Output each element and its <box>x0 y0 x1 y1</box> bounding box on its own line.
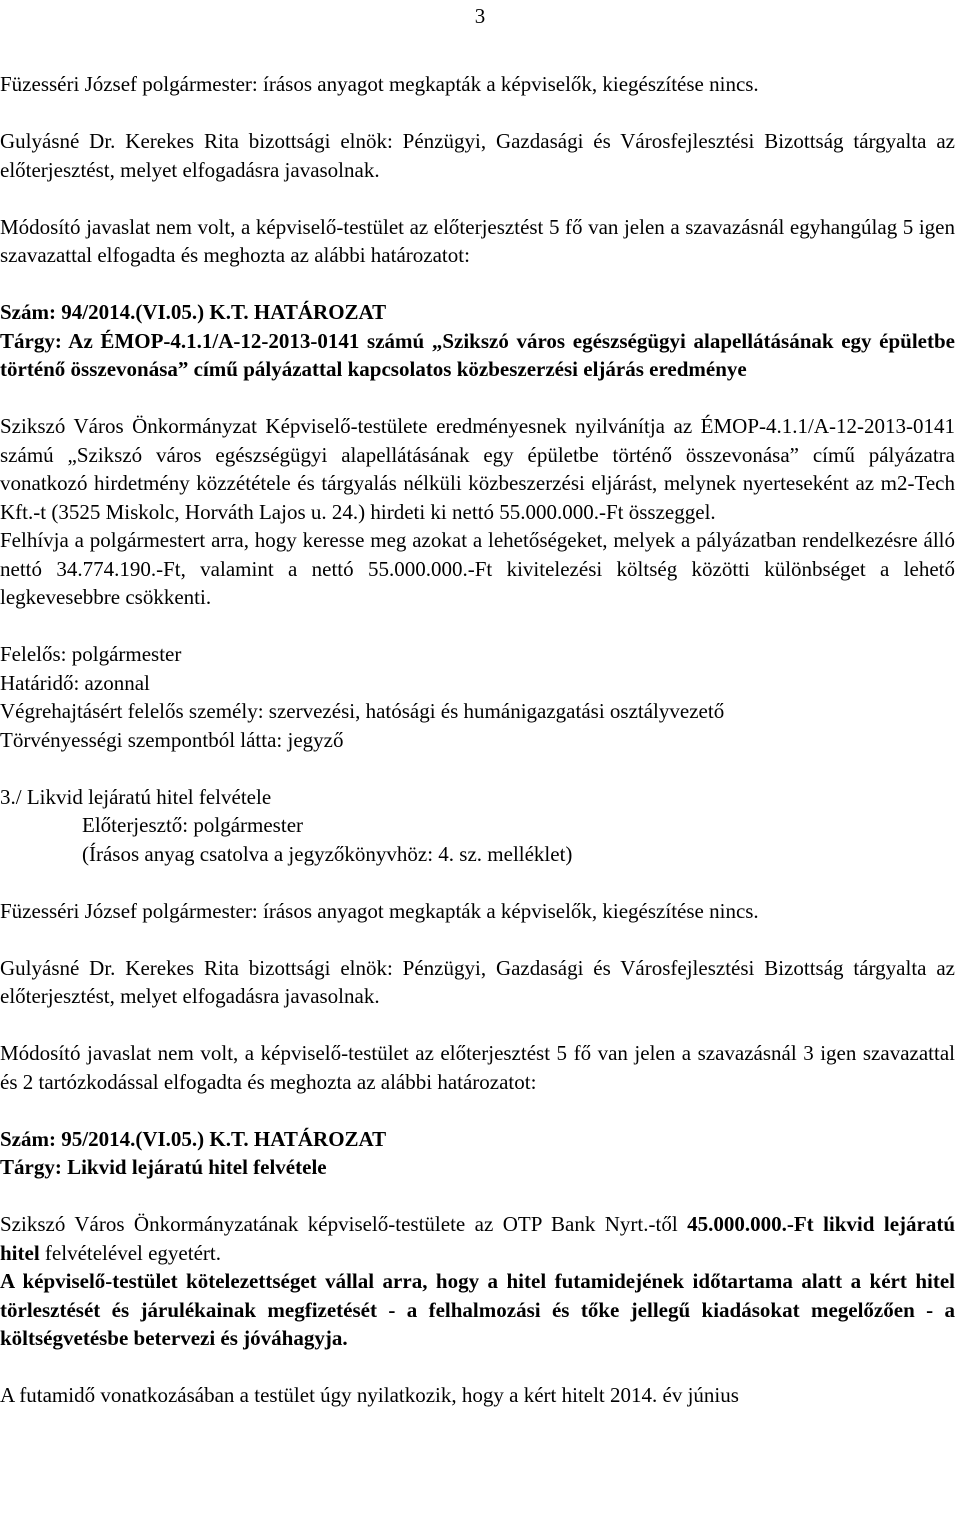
mayor-statement-2: Füzesséri József polgármester: írásos anyagot megkapták a képviselők, kiegészítése nincs. <box>0 898 759 923</box>
loan-term-statement: A futamidő vonatkozásában a testület úgy nyilatkozik, hogy a kért hitelt 2014. év június <box>0 1383 739 1407</box>
executor-line: Végrehajtásért felelős személy: szervezési, hatósági és humánigazgatási osztályvezető <box>0 699 725 723</box>
committee-statement: Gulyásné Dr. Kerekes Rita bizottsági elnök: Pénzügyi, Gazdasági és Városfejlesztési Bizottság tárgyalta az előterjesztést, melyet elfogadásra javasolnak. <box>0 129 955 182</box>
loan-resolution-body <box>0 1210 955 1267</box>
document-body <box>0 70 955 1410</box>
committee-statement-2: Gulyásné Dr. Kerekes Rita bizottsági elnök: Pénzügyi, Gazdasági és Városfejlesztési Bizottság tárgyalta az előterjesztést, melyet elfogadásra javasolnak. <box>0 955 955 1008</box>
agenda-item-attachment: (Írásos anyag csatolva a jegyzőkönyvhöz: 4. sz. melléklet) <box>82 841 573 866</box>
resolution-instruction: Felhívja a polgármestert arra, hogy keresse meg azokat a lehetőségeket, melyek a pályázatban rendelkezésre álló nettó 34.774.190.-Ft, valamint a nettó 55.000.000.-Ft kivitelezési költség közötti különbséget a lehető legkevesebbre csökkenti. <box>0 528 955 609</box>
loan-amount: 45.000.000.-Ft likvid lejáratú hitel <box>0 1212 955 1265</box>
resolution-subject: Tárgy: Az ÉMOP-4.1.1/A-12-2013-0141 számú „Szikszó város egészségügyi alapellátásának egy épületbe történő összevonása” című pályázattal kapcsolatos közbeszerzési eljárás eredménye <box>0 328 955 381</box>
responsible-line: Felelős: polgármester <box>0 642 182 666</box>
page-number: 3 <box>474 4 486 28</box>
resolution-number-2: Szám: 95/2014.(VI.05.) K.T. HATÁROZAT <box>0 1126 387 1151</box>
vote-statement-2: Módosító javaslat nem volt, a képviselő-testület az előterjesztést 5 fő van jelen a szavazásnál 3 igen szavazattal és 2 tartózkodással elfogadta és meghozta az alábbi határozatot: <box>0 1041 955 1094</box>
loan-commitment: A képviselő-testület kötelezettséget vállal arra, hogy a hitel futamidejének időtartama alatt a kért hitel törlesztését és járulékainak megfizetését - a felhalmozási és tőke jellegű kiadásokat megelőzően - a költségvetésbe betervezi és jóváhagyja. <box>0 1269 955 1350</box>
resolution-subject-2: Tárgy: Likvid lejáratú hitel felvétele <box>0 1155 327 1179</box>
mayor-statement: Füzesséri József polgármester: írásos anyagot megkapták a képviselők, kiegészítése nincs. <box>0 72 759 96</box>
vote-statement: Módosító javaslat nem volt, a képviselő-testület az előterjesztést 5 fő van jelen a szavazásnál egyhangúlag 5 igen szavazattal elfogadta és meghozta az alábbi határozatot: <box>0 214 955 267</box>
deadline-line: Határidő: azonnal <box>0 670 150 695</box>
resolution-body: Szikszó Város Önkormányzat Képviselő-testülete eredményesnek nyilvánítja az ÉMOP-4.1.1/A-12-2013-0141 számú „Szikszó város egészségügyi alapellátásának egy épületbe történő összevonása” című pályázatra vonatkozó hirdetmény közzététele és tárgyalás nélküli közbeszerzési eljárást, melynek nyerteseként az m2-Tech Kft.-t (3525 Miskolc, Horváth Lajos u. 24.) hirdeti ki nettó 55.000.000.-Ft összeggel. <box>0 414 955 524</box>
legality-line: Törvényességi szempontból látta: jegyző <box>0 727 344 752</box>
agenda-item-title: 3./ Likvid lejáratú hitel felvétele <box>0 784 272 809</box>
agenda-item-presenter: Előterjesztő: polgármester <box>82 813 304 837</box>
resolution-number: Szám: 94/2014.(VI.05.) K.T. HATÁROZAT <box>0 300 387 324</box>
loan-text-start: Szikszó Város Önkormányzatának képviselő-testülete az OTP Bank Nyrt.-től <box>0 1212 688 1236</box>
loan-text-end: felvételével egyetért. <box>39 1240 221 1265</box>
